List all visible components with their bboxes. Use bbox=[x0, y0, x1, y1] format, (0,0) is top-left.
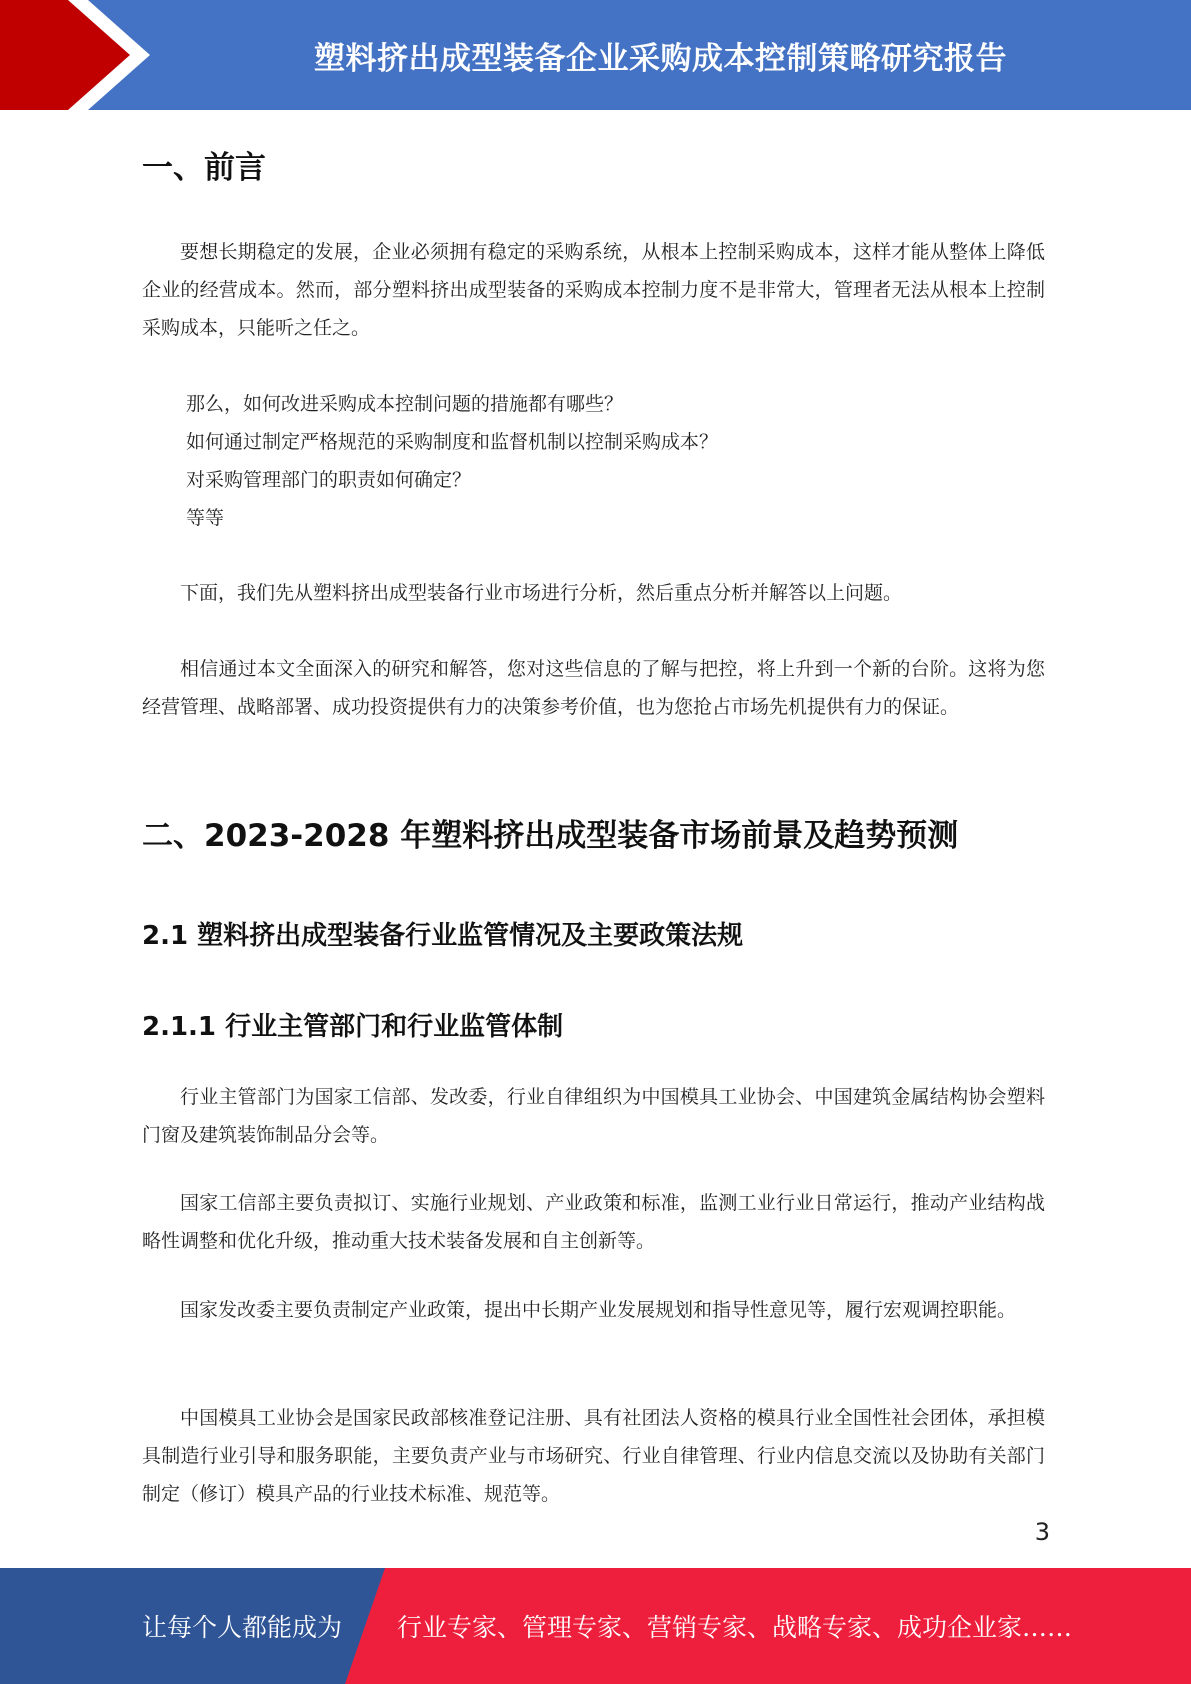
subsection-2-1-1-heading: 2.1.1 行业主管部门和行业监管体制 bbox=[142, 1012, 564, 1042]
page-number: 3 bbox=[1034, 1518, 1050, 1546]
question-line-3: 对采购管理部门的职责如何确定？ bbox=[186, 469, 472, 491]
question-line-1: 那么，如何改进采购成本控制问题的措施都有哪些？ bbox=[186, 393, 624, 415]
intro-paragraph: 要想长期稳定的发展，企业必须拥有稳定的采购系统，从根本上控制采购成本，这样才能从整体上降低企业的经营成本。然而，部分塑料挤出成型装备的采购成本控制力度不是非常大，管理者无法从根本上控制采购成本，只能听之任之。 bbox=[142, 241, 1045, 339]
question-line-2: 如何通过制定严格规范的采购制度和监督机制以控制采购成本？ bbox=[186, 431, 719, 453]
regulator-paragraph: 行业主管部门为国家工信部、发改委，行业自律组织为中国模具工业协会、中国建筑金属结构协会塑料门窗及建筑装饰制品分会等。 bbox=[142, 1086, 1045, 1146]
ndrc-paragraph: 国家发改委主要负责制定产业政策，提出中长期产业发展规划和指导性意见等，履行宏观调控职能。 bbox=[180, 1299, 1017, 1321]
footer-slogan-left: 让每个人都能成为 bbox=[142, 1613, 343, 1642]
miit-paragraph: 国家工信部主要负责拟订、实施行业规划、产业政策和标准，监测工业行业日常运行，推动产业结构战略性调整和优化升级，推动重大技术装备发展和自主创新等。 bbox=[142, 1192, 1045, 1252]
transition-paragraph: 下面，我们先从塑料挤出成型装备行业市场进行分析，然后重点分析并解答以上问题。 bbox=[180, 582, 903, 604]
report-title: 塑料挤出成型装备企业采购成本控制策略研究报告 bbox=[314, 40, 1007, 77]
footer-banner bbox=[0, 1568, 1191, 1684]
section2-heading: 二、2023-2028 年塑料挤出成型装备市场前景及趋势预测 bbox=[142, 818, 959, 854]
header-banner bbox=[0, 0, 1191, 110]
value-paragraph: 相信通过本文全面深入的研究和解答，您对这些信息的了解与把控，将上升到一个新的台阶。这将为您经营管理、战略部署、成功投资提供有力的决策参考价值，也为您抢占市场先机提供有力的保证。 bbox=[142, 658, 1045, 718]
question-line-4: 等等 bbox=[186, 507, 225, 529]
mold-association-paragraph: 中国模具工业协会是国家民政部核准登记注册、具有社团法人资格的模具行业全国性社会团体，承担模具制造行业引导和服务职能，主要负责产业与市场研究、行业自律管理、行业内信息交流以及协助有关部门制定（修订）模具产品的行业技术标准、规范等。 bbox=[142, 1407, 1045, 1505]
section1-heading: 一、前言 bbox=[142, 150, 266, 186]
subsection-2-1-heading: 2.1 塑料挤出成型装备行业监管情况及主要政策法规 bbox=[142, 921, 744, 951]
footer-slogan-right: 行业专家、管理专家、营销专家、战略专家、成功企业家…… bbox=[397, 1613, 1073, 1642]
